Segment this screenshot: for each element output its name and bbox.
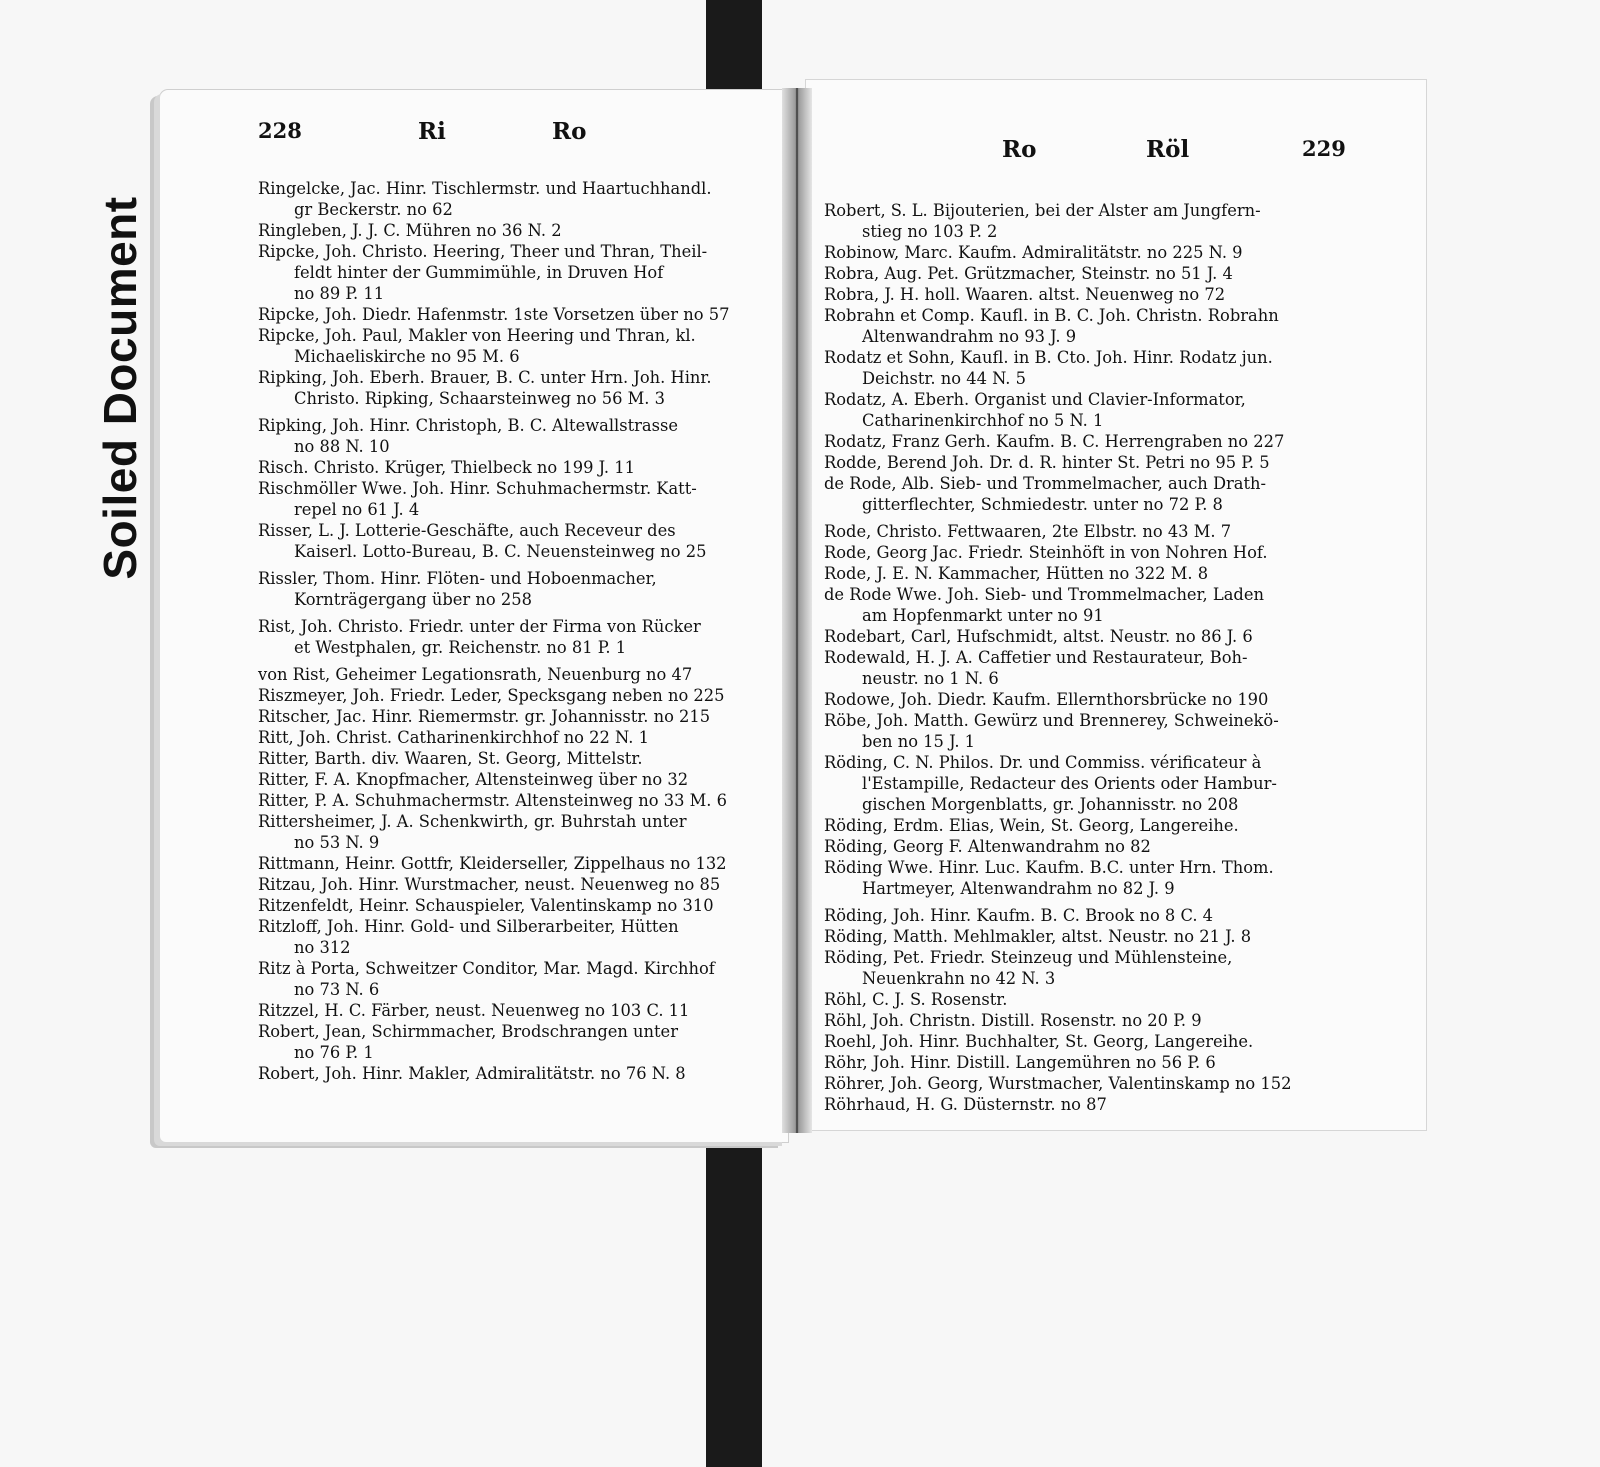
entry-continuation-line: l'Estampille, Redacteur des Orients oder Hambur- xyxy=(862,774,1277,793)
directory-entry: von Rist, Geheimer Legationsrath, Neuenburg no 47 xyxy=(258,665,693,684)
entry-continuation-line: no 89 P. 11 xyxy=(294,284,385,303)
entry-continuation-line: no 53 N. 9 xyxy=(294,833,380,852)
directory-entry: de Rode Wwe. Joh. Sieb- und Trommelmacher, Laden xyxy=(824,585,1264,604)
directory-entry: Ripcke, Joh. Diedr. Hafenmstr. 1ste Vorsetzen über no 57 xyxy=(258,305,730,324)
directory-entry: Röding Wwe. Hinr. Luc. Kaufm. B.C. unter Hrn. Thom. xyxy=(824,858,1274,877)
entry-continuation-line: Kaiserl. Lotto-Bureau, B. C. Neuensteinweg no 25 xyxy=(294,542,707,561)
directory-entry: Ritzau, Joh. Hinr. Wurstmacher, neust. Neuenweg no 85 xyxy=(258,875,721,894)
entry-continuation-line: Michaeliskirche no 95 M. 6 xyxy=(294,347,520,366)
directory-entry: Rodebart, Carl, Hufschmidt, altst. Neustr. no 86 J. 6 xyxy=(824,627,1253,646)
directory-entry: Röding, Matth. Mehlmakler, altst. Neustr. no 21 J. 8 xyxy=(824,927,1252,946)
stamp-text: Soiled Document xyxy=(94,195,146,580)
entry-continuation-line: am Hopfenmarkt unter no 91 xyxy=(862,606,1104,625)
left-page-number: 228 xyxy=(258,118,302,143)
entry-continuation-line: repel no 61 J. 4 xyxy=(294,500,420,519)
directory-entry: Rodatz, Franz Gerh. Kaufm. B. C. Herrengraben no 227 xyxy=(824,432,1285,451)
binding-strap-bottom xyxy=(706,1120,762,1467)
entry-continuation-line: Deichstr. no 44 N. 5 xyxy=(862,369,1027,388)
directory-entry: Röding, Georg F. Altenwandrahm no 82 xyxy=(824,837,1151,856)
directory-entry: Ritscher, Jac. Hinr. Riemermstr. gr. Johannisstr. no 215 xyxy=(258,707,711,726)
entry-continuation-line: ben no 15 J. 1 xyxy=(862,732,976,751)
entry-continuation-line: no 312 xyxy=(294,938,351,957)
directory-entry: Röhl, Joh. Christn. Distill. Rosenstr. no 20 P. 9 xyxy=(824,1011,1202,1030)
directory-entry: Ringelcke, Jac. Hinr. Tischlermstr. und Haartuchhandl. xyxy=(258,179,712,198)
directory-entry: Rodatz, A. Eberh. Organist und Clavier-Informator, xyxy=(824,390,1246,409)
entry-continuation-line: neustr. no 1 N. 6 xyxy=(862,669,999,688)
directory-entry: Ritter, P. A. Schuhmachermstr. Altensteinweg no 33 M. 6 xyxy=(258,791,727,810)
left-page xyxy=(160,90,788,1142)
directory-entry: Rodatz et Sohn, Kaufl. in B. Cto. Joh. Hinr. Rodatz jun. xyxy=(824,348,1273,367)
entry-continuation-line: no 88 N. 10 xyxy=(294,437,390,456)
entry-continuation-line: Hartmeyer, Altenwandrahm no 82 J. 9 xyxy=(862,879,1175,898)
directory-entry: Ritz à Porta, Schweitzer Conditor, Mar. Magd. Kirchhof xyxy=(258,959,715,978)
directory-entry: Rittersheimer, J. A. Schenkwirth, gr. Buhrstah unter xyxy=(258,812,687,831)
entry-continuation-line: et Westphalen, gr. Reichenstr. no 81 P. 1 xyxy=(294,638,627,657)
directory-entry: Röding, Erdm. Elias, Wein, St. Georg, Langereihe. xyxy=(824,816,1239,835)
directory-entry: Rodewald, H. J. A. Caffetier und Restaurateur, Boh- xyxy=(824,648,1248,667)
directory-entry: Ritzzel, H. C. Färber, neust. Neuenweg no 103 C. 11 xyxy=(258,1001,690,1020)
directory-entry: Rode, Christo. Fettwaaren, 2te Elbstr. no 43 M. 7 xyxy=(824,522,1232,541)
directory-entry: Ripking, Joh. Hinr. Christoph, B. C. Altewallstrasse xyxy=(258,416,678,435)
directory-entry: Rodde, Berend Joh. Dr. d. R. hinter St. Petri no 95 P. 5 xyxy=(824,453,1270,472)
directory-entry: Röhl, C. J. S. Rosenstr. xyxy=(824,990,1008,1009)
directory-entry: Robert, Jean, Schirmmacher, Brodschrangen unter xyxy=(258,1022,678,1041)
right-running-head-from: Ro xyxy=(1002,136,1037,163)
directory-entry: Ritt, Joh. Christ. Catharinenkirchhof no 22 N. 1 xyxy=(258,728,649,747)
directory-entry: Rodowe, Joh. Diedr. Kaufm. Ellernthorsbrücke no 190 xyxy=(824,690,1269,709)
entry-continuation-line: feldt hinter der Gummimühle, in Druven Hof xyxy=(294,263,664,282)
directory-entry: Röding, C. N. Philos. Dr. und Commiss. vérificateur à xyxy=(824,753,1262,772)
entry-continuation-line: gitterflechter, Schmiedestr. unter no 72 P. 8 xyxy=(862,495,1223,514)
directory-entry: Ritter, F. A. Knopfmacher, Altensteinweg über no 32 xyxy=(258,770,689,789)
directory-entry: Robra, J. H. holl. Waaren. altst. Neuenweg no 72 xyxy=(824,285,1226,304)
entry-continuation-line: Altenwandrahm no 93 J. 9 xyxy=(862,327,1077,346)
directory-entry: Rist, Joh. Christo. Friedr. unter der Firma von Rücker xyxy=(258,617,701,636)
soiled-document-stamp xyxy=(94,125,146,650)
directory-entry: Röhr, Joh. Hinr. Distill. Langemühren no 56 P. 6 xyxy=(824,1053,1216,1072)
directory-entry: Ringleben, J. J. C. Mühren no 36 N. 2 xyxy=(258,221,562,240)
directory-entry: Rittmann, Heinr. Gottfr, Kleiderseller, Zippelhaus no 132 xyxy=(258,854,727,873)
entry-continuation-line: no 73 N. 6 xyxy=(294,980,380,999)
directory-entry: Ritter, Barth. div. Waaren, St. Georg, Mittelstr. xyxy=(258,749,643,768)
directory-entry: Ripcke, Joh. Christo. Heering, Theer und Thran, Theil- xyxy=(258,242,708,261)
directory-entry: Ritzenfeldt, Heinr. Schauspieler, Valentinskamp no 310 xyxy=(258,896,714,915)
entry-continuation-line: gr Beckerstr. no 62 xyxy=(294,200,453,219)
directory-entry: Rode, Georg Jac. Friedr. Steinhöft in von Nohren Hof. xyxy=(824,543,1268,562)
book-gutter xyxy=(782,88,812,1133)
directory-entry: de Rode, Alb. Sieb- und Trommelmacher, auch Drath- xyxy=(824,474,1267,493)
entry-continuation-line: Christo. Ripking, Schaarsteinweg no 56 M. 3 xyxy=(294,389,666,408)
directory-entry: Ritzloff, Joh. Hinr. Gold- und Silberarbeiter, Hütten xyxy=(258,917,679,936)
right-page-number: 229 xyxy=(1302,136,1346,161)
directory-entry: Robrahn et Comp. Kaufl. in B. C. Joh. Christn. Robrahn xyxy=(824,306,1279,325)
entry-continuation-line: no 76 P. 1 xyxy=(294,1043,374,1062)
directory-entry: Röhrhaud, H. G. Düsternstr. no 87 xyxy=(824,1095,1107,1114)
directory-entry: Risser, L. J. Lotterie-Geschäfte, auch Receveur des xyxy=(258,521,676,540)
left-running-head-from: Ri xyxy=(418,118,446,145)
directory-entry: Rischmöller Wwe. Joh. Hinr. Schuhmachermstr. Katt- xyxy=(258,479,697,498)
directory-entry: Röding, Pet. Friedr. Steinzeug und Mühlensteine, xyxy=(824,948,1233,967)
directory-entry: Ripking, Joh. Eberh. Brauer, B. C. unter Hrn. Joh. Hinr. xyxy=(258,368,712,387)
directory-entry: Robert, S. L. Bijouterien, bei der Alster am Jungfern- xyxy=(824,201,1261,220)
directory-entry: Riszmeyer, Joh. Friedr. Leder, Specksgang neben no 225 xyxy=(258,686,725,705)
left-running-head-to: Ro xyxy=(552,118,587,145)
directory-entry: Roehl, Joh. Hinr. Buchhalter, St. Georg, Langereihe. xyxy=(824,1032,1254,1051)
right-page xyxy=(806,80,1426,1130)
directory-entry: Rissler, Thom. Hinr. Flöten- und Hoboenmacher, xyxy=(258,569,657,588)
directory-entry: Röbe, Joh. Matth. Gewürz und Brennerey, Schweinekö- xyxy=(824,711,1279,730)
directory-entry: Röhrer, Joh. Georg, Wurstmacher, Valentinskamp no 152 xyxy=(824,1074,1292,1093)
directory-entry: Röding, Joh. Hinr. Kaufm. B. C. Brook no 8 C. 4 xyxy=(824,906,1214,925)
entry-continuation-line: gischen Morgenblatts, gr. Johannisstr. no 208 xyxy=(862,795,1239,814)
directory-entry: Ripcke, Joh. Paul, Makler von Heering und Thran, kl. xyxy=(258,326,696,345)
directory-entry: Risch. Christo. Krüger, Thielbeck no 199 J. 11 xyxy=(258,458,635,477)
directory-entry: Robra, Aug. Pet. Grützmacher, Steinstr. no 51 J. 4 xyxy=(824,264,1233,283)
directory-entry: Robert, Joh. Hinr. Makler, Admiralitätstr. no 76 N. 8 xyxy=(258,1064,686,1083)
entry-continuation-line: Neuenkrahn no 42 N. 3 xyxy=(862,969,1056,988)
directory-entry: Robinow, Marc. Kaufm. Admiralitätstr. no 225 N. 9 xyxy=(824,243,1243,262)
entry-continuation-line: Kornträgergang über no 258 xyxy=(294,590,532,609)
entry-continuation-line: Catharinenkirchhof no 5 N. 1 xyxy=(862,411,1104,430)
entry-continuation-line: stieg no 103 P. 2 xyxy=(862,222,998,241)
right-running-head-to: Röl xyxy=(1146,136,1190,163)
directory-entry: Rode, J. E. N. Kammacher, Hütten no 322 M. 8 xyxy=(824,564,1209,583)
